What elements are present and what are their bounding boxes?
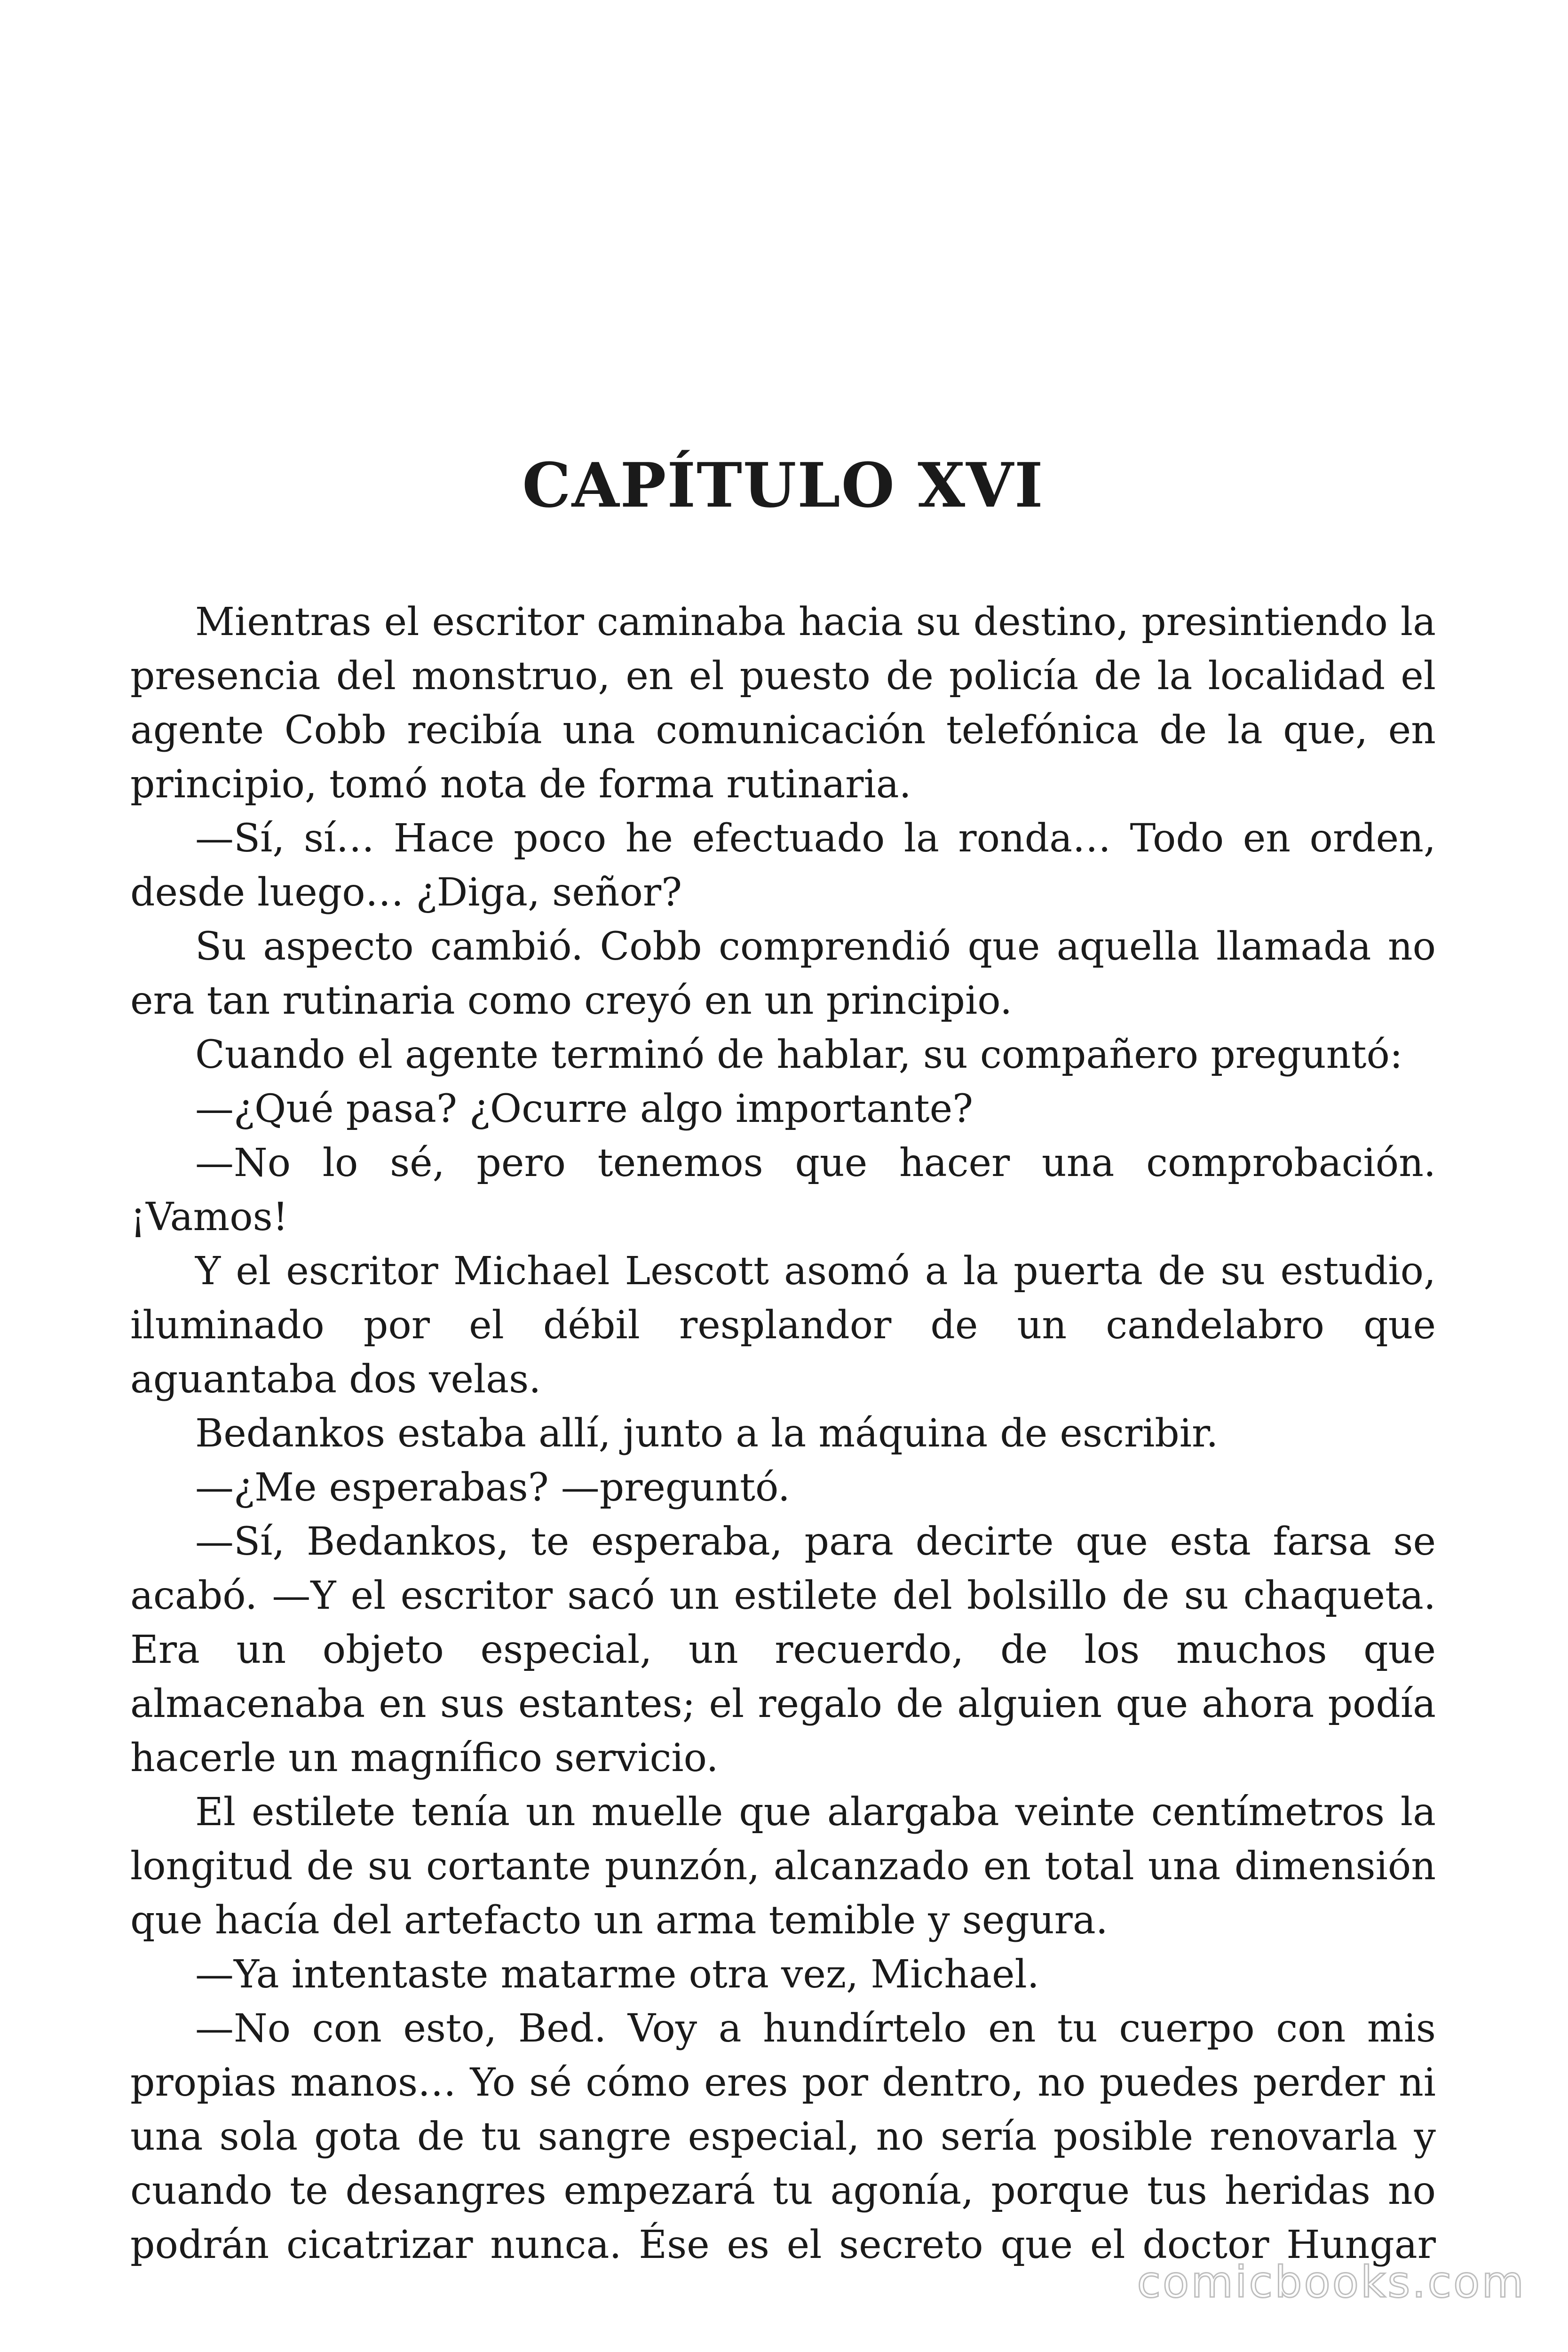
paragraph: —Sí, Bedankos, te esperaba, para decirte que esta farsa se acabó. —Y el escritor sacó un estilete del bolsillo de su chaqueta. Era un objeto especial, un recuerdo, de los muchos que almacenaba en sus estantes; el regalo de alguien que ahora podía hacerle un magnífico servicio. bbox=[130, 1519, 1436, 1780]
paragraph-last: —No con esto, Bed. Voy a hundírtelo en tu cuerpo con mis propias manos… Yo sé cómo eres por dentro, no puedes perder ni una sola gota de tu sangre especial, no sería posible renovarla y cuando te desangres empezará tu agonía, porque tus heridas no podrán cicatrizar nunca. Ése es el secreto que el doctor Hungar bbox=[130, 2006, 1436, 2267]
paragraph: —No lo sé, pero tenemos que hacer una comprobación. ¡Vamos! bbox=[130, 1141, 1436, 1240]
chapter-title: CAPÍTULO XVI bbox=[522, 449, 1044, 521]
book-page bbox=[130, 0, 1436, 2352]
paragraph: Bedankos estaba allí, junto a la máquina de escribir. bbox=[195, 1411, 1219, 1456]
paragraph: —Sí, sí… Hace poco he efectuado la ronda… Todo en orden, desde luego… ¿Diga, señor? bbox=[130, 816, 1436, 915]
paragraph: Y el escritor Michael Lescott asomó a la puerta de su estudio, iluminado por el débil resplandor de un candelabro que aguantaba dos velas. bbox=[130, 1249, 1436, 1402]
paragraph: —¿Qué pasa? ¿Ocurre algo importante? bbox=[195, 1087, 974, 1131]
chapter-body bbox=[130, 595, 1436, 2272]
paragraph: El estilete tenía un muelle que alargaba veinte centímetros la longitud de su cortante punzón, alcanzado en total una dimensión que hacía del artefacto un arma temible y segura. bbox=[130, 1790, 1436, 1943]
paragraph: —¿Me esperabas? —preguntó. bbox=[195, 1465, 790, 1510]
watermark: comicbooks.com bbox=[1137, 2257, 1526, 2307]
paragraph: —Ya intentaste matarme otra vez, Michael. bbox=[195, 1952, 1039, 1997]
paragraph: Mientras el escritor caminaba hacia su destino, presintiendo la presencia del monstruo, en el puesto de policía de la localidad el agente Cobb recibía una comunicación telefónica de la que, en principio, tomó nota de forma rutinaria. bbox=[130, 600, 1436, 807]
paragraph: Su aspecto cambió. Cobb comprendió que aquella llamada no era tan rutinaria como creyó en un principio. bbox=[130, 924, 1436, 1023]
paragraph: Cuando el agente terminó de hablar, su compañero preguntó: bbox=[195, 1033, 1403, 1077]
